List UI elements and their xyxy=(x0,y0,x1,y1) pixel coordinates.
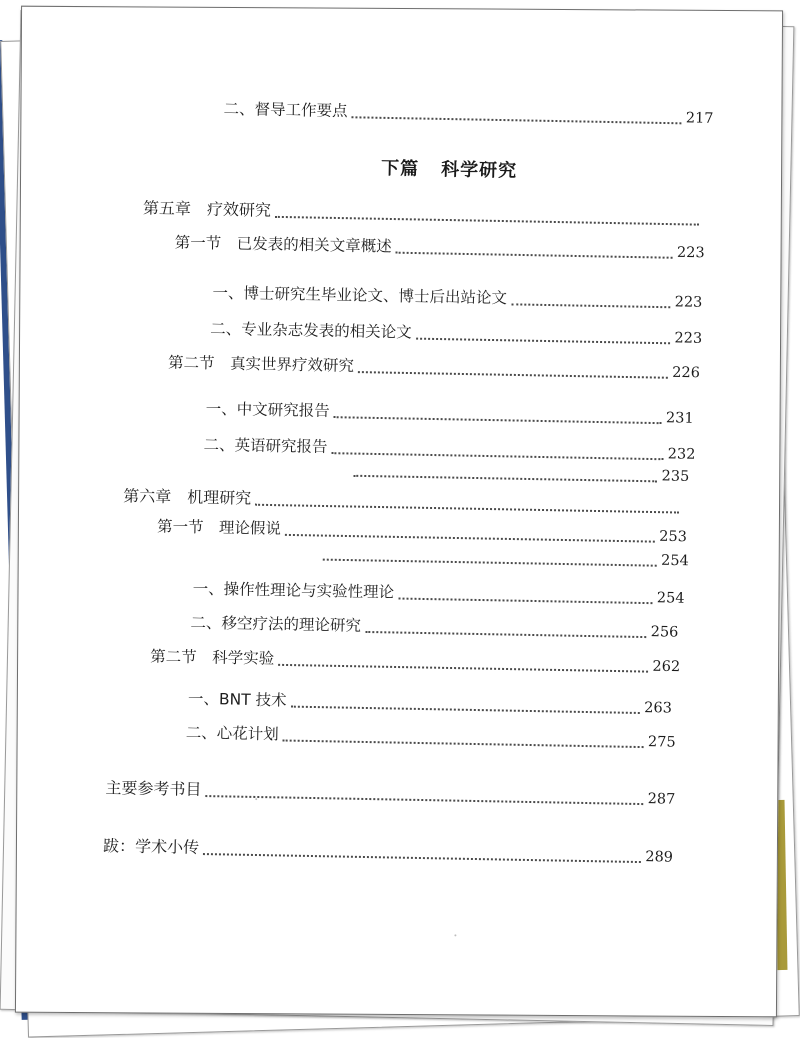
toc-entry[interactable] xyxy=(212,278,702,313)
dot-leader xyxy=(358,371,668,379)
toc-entry[interactable] xyxy=(349,455,689,487)
toc-entry[interactable] xyxy=(188,684,672,719)
toc-entry-page: 254 xyxy=(660,552,689,570)
dot-leader xyxy=(334,416,662,424)
toc-entry-page: 289 xyxy=(645,849,674,866)
toc-entry[interactable] xyxy=(143,193,703,229)
toc-entry-page: 223 xyxy=(674,330,703,347)
paper-speck xyxy=(255,798,257,800)
toc-entry[interactable] xyxy=(105,773,675,809)
toc-entry-label: 一、博士研究生毕业论文、博士后出站论文 xyxy=(212,283,508,308)
dot-leader xyxy=(278,664,648,673)
toc-entry[interactable] xyxy=(103,831,673,867)
toc-entry[interactable] xyxy=(206,394,694,429)
toc-entry-label: 二、移空疗法的理论研究 xyxy=(190,613,362,635)
toc-entry-label: 一、操作性理论与实验性理论 xyxy=(192,579,395,602)
dot-leader xyxy=(205,795,643,805)
toc-page xyxy=(15,6,783,1018)
toc-entry-label: 第一节 理论假说 xyxy=(156,517,282,538)
toc-entry-page: 223 xyxy=(676,244,705,262)
toc-entry-label: 第六章 机理研究 xyxy=(123,486,252,508)
toc-entry-label: 二、心花计划 xyxy=(185,723,279,744)
dot-leader xyxy=(353,475,657,483)
dot-leader xyxy=(275,216,699,226)
dot-leader xyxy=(255,504,679,514)
toc-entry-label: 第一节 已发表的相关文章概述 xyxy=(174,233,392,256)
dot-leader xyxy=(396,252,673,259)
toc-entry-page: 231 xyxy=(665,410,694,427)
dot-leader xyxy=(398,598,653,605)
toc-entry-label: 第二节 科学实验 xyxy=(150,647,275,668)
dot-leader xyxy=(416,338,671,345)
dot-leader xyxy=(203,853,641,863)
paper-speck xyxy=(454,934,456,936)
toc-entry-page: 287 xyxy=(647,791,676,808)
toc-entry-page: 223 xyxy=(674,294,703,311)
toc-entry-page: 217 xyxy=(685,110,714,127)
toc-entry-label: 二、督导工作要点 xyxy=(223,99,348,121)
toc-entry[interactable] xyxy=(223,94,713,129)
toc-entry-page: 263 xyxy=(644,700,673,717)
toc-entry-page: 235 xyxy=(661,468,690,485)
toc-entry-label: 跋：学术小传 xyxy=(102,836,200,857)
toc-entry-page: 275 xyxy=(647,734,676,751)
dot-leader xyxy=(283,739,644,748)
part-title-first: 下篇 xyxy=(380,157,420,180)
toc-entry-page: 256 xyxy=(650,624,679,641)
dot-leader xyxy=(511,303,671,308)
toc-entry[interactable] xyxy=(150,641,680,677)
toc-entry-page: 226 xyxy=(672,364,701,382)
toc-entry-label: 二、专业杂志发表的相关论文 xyxy=(210,319,412,342)
dot-leader xyxy=(323,559,657,567)
toc-entry-page: 262 xyxy=(652,658,681,676)
toc-entry-label: 一、中文研究报告 xyxy=(205,399,330,421)
toc-entry[interactable] xyxy=(210,314,702,349)
toc-entry[interactable] xyxy=(190,608,678,643)
toc-entry[interactable] xyxy=(168,348,700,384)
toc-entry[interactable] xyxy=(175,228,705,264)
dot-leader xyxy=(365,631,647,638)
dot-leader xyxy=(351,116,681,124)
dot-leader xyxy=(290,706,640,714)
part-title-second: 科学研究 xyxy=(440,159,518,182)
toc-entry[interactable] xyxy=(192,574,684,609)
toc-entry-label: 主要参考书目 xyxy=(105,778,202,799)
toc-entry-page: 253 xyxy=(659,528,688,546)
toc-entry-label: 第五章 疗效研究 xyxy=(142,198,272,220)
toc-entry[interactable] xyxy=(186,718,676,753)
toc-entry-label: 第二节 真实世界疗效研究 xyxy=(167,353,355,375)
part-title xyxy=(381,154,517,183)
toc-entry-label: 一、BNT 技术 xyxy=(187,689,287,710)
toc-entry-page: 254 xyxy=(656,590,685,607)
toc-entry[interactable] xyxy=(319,539,689,572)
toc-entry-page: 232 xyxy=(667,446,696,463)
toc-entry-label: 二、英语研究报告 xyxy=(203,435,328,457)
